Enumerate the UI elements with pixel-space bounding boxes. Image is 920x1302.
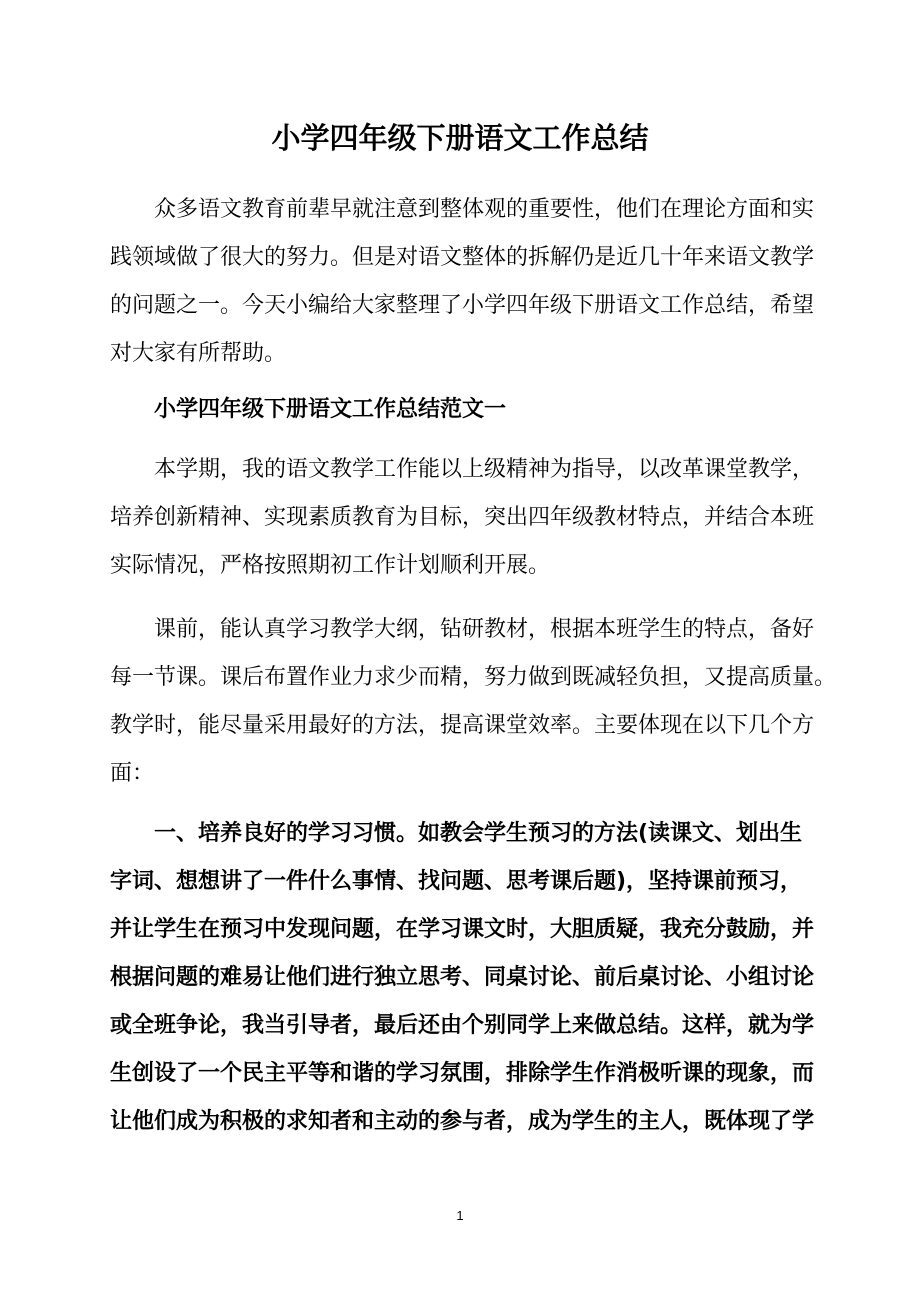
- intro-line: 众多语文教育前辈早就注意到整体观的重要性，他们在理论方面和实: [154, 197, 815, 222]
- paragraph-line: 并让学生在预习中发现问题，在学习课文时，大胆质疑，我充分鼓励，并: [110, 917, 815, 942]
- intro-paragraph: [110, 186, 815, 378]
- paragraph-3: [110, 810, 815, 1146]
- section-heading-text: 小学四年级下册语文工作总结范文一: [154, 397, 507, 422]
- paragraph-line: 一、培养良好的学习习惯。如教会学生预习的方法(读课文、划出生: [154, 821, 803, 846]
- paragraph-line: 本学期，我的语文教学工作能以上级精神为指导，以改革课堂教学，: [154, 457, 815, 482]
- paragraph-line: 字词、想想讲了一件什么事情、找问题、思考课后题)，坚持课前预习，: [110, 869, 803, 894]
- paragraph-line: 教学时，能尽量采用最好的方法，提高课堂效率。主要体现在以下几个方: [110, 713, 815, 738]
- page-number: 1: [456, 1208, 464, 1223]
- intro-line: 践领域做了很大的努力。但是对语文整体的拆解仍是近几十年来语文教学: [110, 245, 815, 270]
- section-heading: [110, 386, 810, 434]
- paragraph-line: 生创设了一个民主平等和谐的学习氛围，排除学生作消极听课的现象，而: [110, 1061, 815, 1086]
- document-title: 小学四年级下册语文工作总结: [271, 121, 649, 155]
- paragraph-1: [110, 446, 815, 590]
- paragraph-line: 每一节课。课后布置作业力求少而精，努力做到既减轻负担，又提高质量。: [110, 665, 837, 690]
- paragraph-line: 实际情况，严格按照期初工作计划顺利开展。: [110, 553, 551, 578]
- paragraph-line: 培养创新精神、实现素质教育为目标，突出四年级教材特点，并结合本班: [110, 505, 815, 530]
- paragraph-line: 课前，能认真学习教学大纲，钻研教材，根据本班学生的特点，备好: [154, 617, 815, 642]
- paragraph-line: 根据问题的难易让他们进行独立思考、同桌讨论、前后桌讨论、小组讨论: [110, 965, 815, 990]
- paragraph-line: 让他们成为积极的求知者和主动的参与者，成为学生的主人，既体现了学: [110, 1109, 815, 1134]
- paragraph-line: 面：: [110, 761, 155, 786]
- intro-line: 的问题之一。今天小编给大家整理了小学四年级下册语文工作总结，希望: [110, 293, 815, 318]
- intro-line: 对大家有所帮助。: [110, 341, 287, 366]
- paragraph-2: [110, 606, 837, 798]
- paragraph-line: 或全班争论，我当引导者，最后还由个别同学上来做总结。这样，就为学: [110, 1013, 815, 1038]
